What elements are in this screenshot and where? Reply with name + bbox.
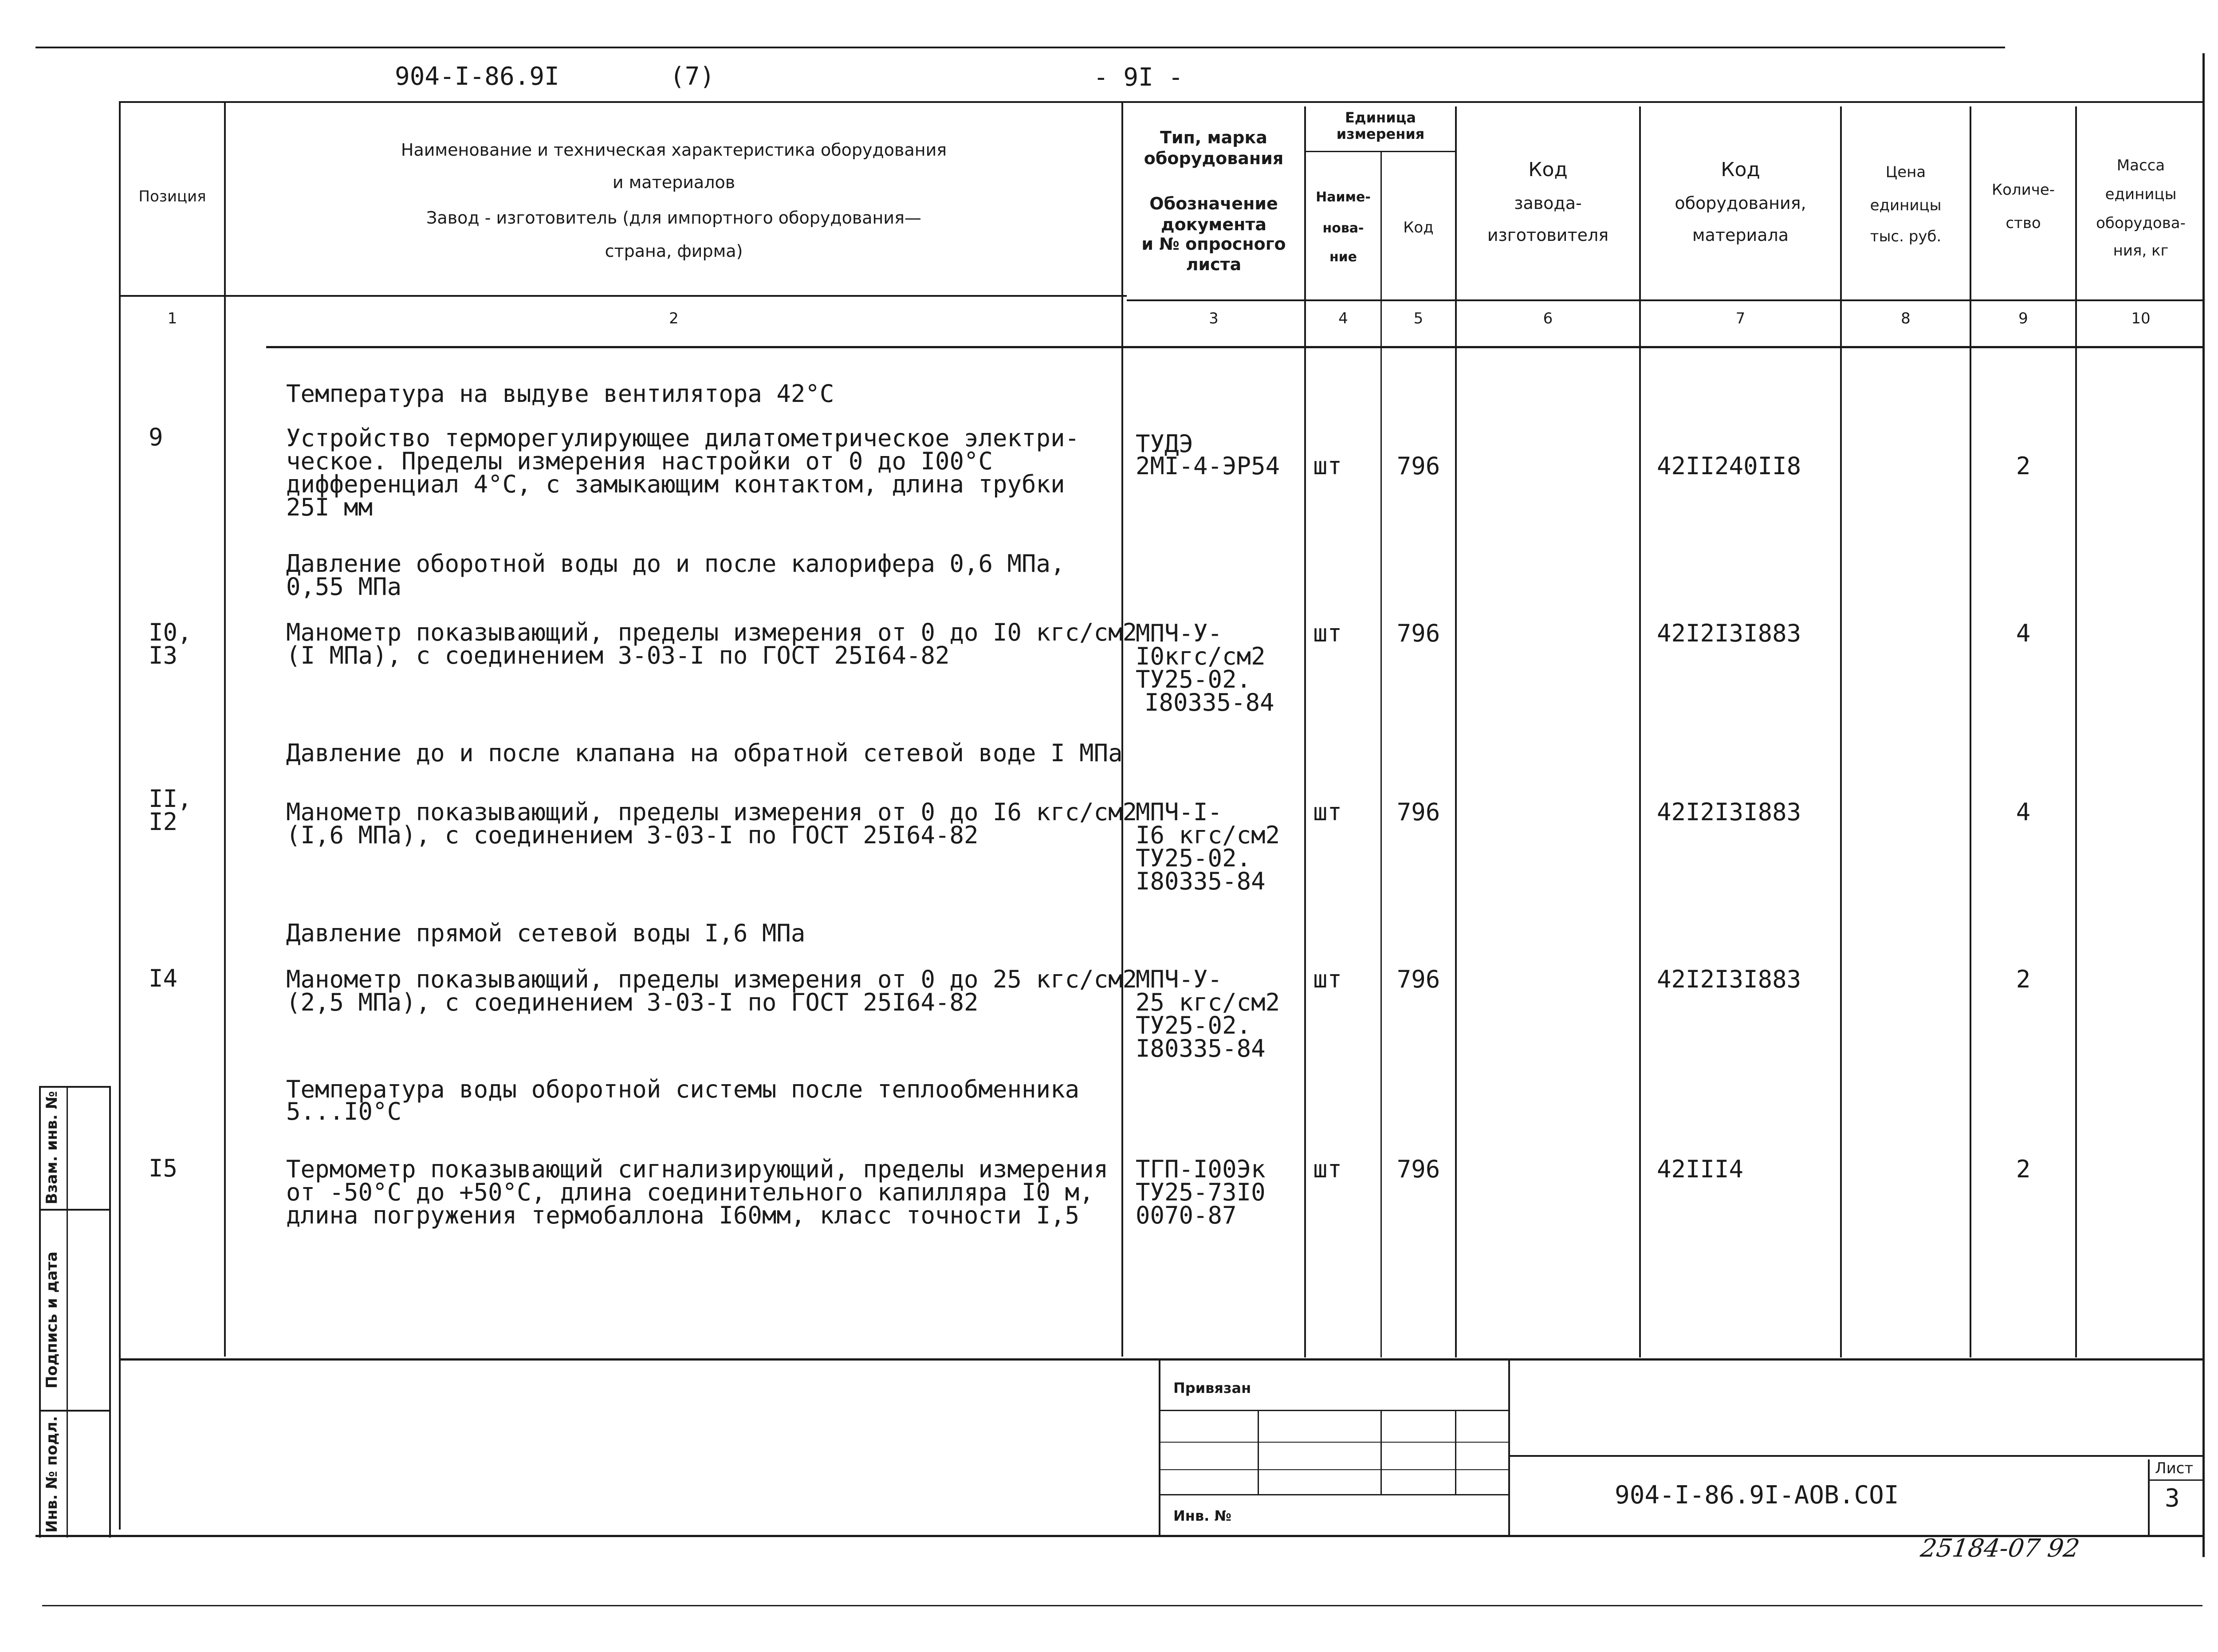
side-label-podpis-data: Подпись и дата xyxy=(43,1251,61,1388)
row-description-line: Термометр показывающий сигнализирующий, пределы измерения xyxy=(286,1155,1109,1183)
row-type-line: 2МI-4-ЭР54 xyxy=(1136,452,1280,480)
col-header-unit-name-2: нова- xyxy=(1322,220,1364,236)
row-equipment-code: 42II240II8 xyxy=(1657,452,1801,480)
row-quantity: 2 xyxy=(2016,452,2031,480)
col-number-4: 4 xyxy=(1338,310,1348,327)
col-header-type-5: и № опросного xyxy=(1141,234,1286,254)
col-header-equip-3: материала xyxy=(1692,225,1789,245)
stamp-cell-line xyxy=(1380,1411,1382,1495)
col-header-unit-1: Единица xyxy=(1345,109,1416,126)
row-description-line: ческое. Пределы измерения настройки от 0 до I00°С xyxy=(286,447,993,475)
row-position: 9 xyxy=(149,423,163,451)
stamp-sheet-label: Лист xyxy=(2155,1459,2194,1477)
col-line-3 xyxy=(1304,106,1306,1357)
row-quantity: 2 xyxy=(2016,1155,2031,1183)
col-header-unit-2: измерения xyxy=(1336,126,1425,142)
row-type-line: ТУ25-02. xyxy=(1136,844,1251,872)
row-type-line: I80335-84 xyxy=(1144,688,1274,716)
stamp-row-line xyxy=(1160,1494,1509,1495)
stamp-inv-no-label: Инв. № xyxy=(1173,1507,1231,1524)
col-header-factory-2: завода- xyxy=(1514,193,1582,213)
col-line-1 xyxy=(224,101,226,1357)
row-unit: шт xyxy=(1313,965,1342,993)
col-number-5: 5 xyxy=(1413,310,1424,327)
col-number-1: 1 xyxy=(167,310,177,327)
stamp-sheet-mid-line xyxy=(2150,1479,2203,1481)
col-number-3: 3 xyxy=(1209,310,1219,327)
col-header-price-1: Цена xyxy=(1885,163,1926,181)
table-bottom-line xyxy=(120,1358,2205,1361)
row-unit: шт xyxy=(1313,1155,1342,1183)
col-number-9: 9 xyxy=(2018,310,2028,327)
col-header-position: Позиция xyxy=(138,188,206,205)
side-box-inner-line xyxy=(67,1086,68,1538)
unit-split-line xyxy=(1305,151,1456,152)
row-unit: шт xyxy=(1313,798,1342,826)
row-position: I0, xyxy=(149,618,192,646)
col-header-unit-name-1: Наиме- xyxy=(1316,189,1371,205)
row-type-line: ТУ25-73I0 xyxy=(1136,1178,1266,1206)
col-number-6: 6 xyxy=(1543,310,1553,327)
row-description-line: 25I мм xyxy=(286,493,373,521)
stamp-row-line xyxy=(1160,1469,1509,1470)
side-box-left-line xyxy=(39,1086,41,1538)
stamp-left-line xyxy=(1159,1360,1160,1535)
col-header-qty-2: ство xyxy=(2006,214,2041,232)
stamp-document-code: 904-I-86.9I-АОВ.СОI xyxy=(1615,1481,1899,1510)
top-outer-line xyxy=(35,47,2005,48)
row-equipment-code: 42III4 xyxy=(1657,1155,1744,1183)
side-box-sep-line xyxy=(39,1410,111,1412)
section-heading: Давление прямой сетевой воды I,6 МПа xyxy=(286,919,806,947)
col-header-unit-name-3: ние xyxy=(1329,249,1357,265)
col-header-mass-2: единицы xyxy=(2105,185,2177,203)
row-type-line: I0кгс/см2 xyxy=(1136,642,1266,670)
frame-bottom-line xyxy=(35,1535,2202,1537)
header-sheet-parens: (7) xyxy=(670,62,715,91)
section-heading: 5...I0°С xyxy=(286,1097,402,1125)
row-type-line: 0070-87 xyxy=(1136,1201,1237,1229)
row-type-line: 25 кгс/см2 xyxy=(1136,988,1280,1016)
col-header-factory-1: Код xyxy=(1528,158,1568,181)
row-type-line: МПЧ-У- xyxy=(1136,619,1223,647)
frame-right-line xyxy=(2202,53,2205,1557)
col-header-name-1: Наименование и техническая характеристика оборудования xyxy=(401,140,947,160)
col-header-mass-3: оборудова- xyxy=(2096,214,2186,232)
row-type-line: МПЧ-У- xyxy=(1136,965,1223,993)
col-line-7 xyxy=(1840,106,1842,1357)
row-description-line: Устройство терморегулирующее дилатометрическое электри- xyxy=(286,424,1080,452)
stamp-sheet-left-line xyxy=(2148,1459,2150,1535)
row-description-line: (I МПа), с соединением 3-03-I по ГОСТ 25I64-82 xyxy=(286,641,950,669)
footer-archive-number: 25184-07 92 xyxy=(1919,1534,2081,1563)
stamp-mid-line xyxy=(1508,1360,1510,1535)
row-description-line: дифференциал 4°С, с замыкающим контактом, длина трубки xyxy=(286,470,1065,498)
section-heading: Температура на выдуве вентилятора 42°С xyxy=(286,380,834,408)
stamp-cell-line xyxy=(1455,1411,1456,1495)
row-unit-code: 796 xyxy=(1396,452,1440,480)
side-label-inv-podl: Инв. № подл. xyxy=(43,1416,61,1533)
row-description-line: от -50°С до +50°С, длина соединительного капилляра I0 м, xyxy=(286,1178,1094,1206)
stamp-sheet-number: 3 xyxy=(2165,1484,2180,1513)
bottom-outer-line xyxy=(42,1605,2202,1606)
row-unit-code: 796 xyxy=(1396,619,1440,647)
row-description-line: (2,5 МПа), с соединением 3-03-I по ГОСТ 25I64-82 xyxy=(286,988,979,1016)
col-number-7: 7 xyxy=(1735,310,1746,327)
header-page-number: - 9I - xyxy=(1093,63,1184,92)
col-header-name-3: Завод - изготовитель (для импортного оборудования— xyxy=(426,208,921,228)
col-header-price-3: тыс. руб. xyxy=(1870,228,1942,245)
row-description-line: Манометр показывающий, пределы измерения от 0 до 25 кгс/см2 xyxy=(286,965,1137,993)
row-position: I3 xyxy=(149,641,178,669)
col-header-type-4: документа xyxy=(1160,215,1267,234)
row-quantity: 2 xyxy=(2016,965,2031,993)
col-header-name-2: и материалов xyxy=(612,173,735,192)
frame-top-line xyxy=(120,101,2205,103)
row-equipment-code: 42I2I3I883 xyxy=(1657,619,1801,647)
header-bottom-line-right xyxy=(1127,299,2205,301)
row-quantity: 4 xyxy=(2016,619,2031,647)
row-equipment-code: 42I2I3I883 xyxy=(1657,965,1801,993)
col-header-mass-1: Масса xyxy=(2116,157,2165,174)
section-heading: Температура воды оборотной системы после теплообменника xyxy=(286,1075,1080,1103)
row-type-line: I80335-84 xyxy=(1136,1034,1266,1062)
row-unit-code: 796 xyxy=(1396,798,1440,826)
row-type-line: ТУ25-02. xyxy=(1136,1011,1251,1039)
row-position: II, xyxy=(149,785,192,813)
row-type-line: I6 кгс/см2 xyxy=(1136,821,1280,849)
col-header-mass-4: ния, кг xyxy=(2113,242,2169,260)
col-line-2 xyxy=(1121,101,1123,1357)
col-line-6 xyxy=(1639,106,1641,1357)
col-header-qty-1: Количе- xyxy=(1991,181,2055,199)
col-header-unit-code: Код xyxy=(1403,219,1434,236)
section-heading: Давление до и после клапана на обратной сетевой воде I МПа xyxy=(286,739,1123,767)
row-position: I4 xyxy=(149,964,178,992)
side-box-right-line xyxy=(109,1086,111,1538)
row-type-line: I80335-84 xyxy=(1136,867,1266,895)
row-type-line: ТГП-I00Эк xyxy=(1136,1155,1266,1183)
row-description-line: Манометр показывающий, пределы измерения от 0 до I0 кгс/см2 xyxy=(286,618,1137,646)
col-number-8: 8 xyxy=(1901,310,1911,327)
stamp-privyazan-label: Привязан xyxy=(1173,1380,1251,1396)
section-heading: 0,55 МПа xyxy=(286,573,402,601)
side-box-top-line xyxy=(39,1086,111,1088)
row-description-line: (I,6 МПа), с соединением 3-03-I по ГОСТ 25I64-82 xyxy=(286,821,979,849)
col-header-type-6: листа xyxy=(1186,255,1242,274)
col-header-equip-2: оборудования, xyxy=(1675,193,1806,213)
col-header-price-2: единицы xyxy=(1870,197,1942,214)
row-quantity: 4 xyxy=(2016,798,2031,826)
row-description-line: Манометр показывающий, пределы измерения от 0 до I6 кгс/см2 xyxy=(286,798,1137,826)
row-type-line: МПЧ-I- xyxy=(1136,798,1223,826)
section-heading: Давление оборотной воды до и после калорифера 0,6 МПа, xyxy=(286,550,1065,578)
stamp-row-line xyxy=(1160,1442,1509,1443)
row-type-line: ТУДЭ xyxy=(1136,430,1194,458)
col-numbers-bottom-line xyxy=(266,346,2205,348)
stamp-cell-line xyxy=(1258,1411,1259,1495)
row-unit: шт xyxy=(1313,452,1342,480)
col-header-type-3: Обозначение xyxy=(1149,194,1278,213)
stamp-row-line xyxy=(1160,1410,1509,1411)
col-header-type-2: оборудования xyxy=(1144,149,1284,168)
col-number-2: 2 xyxy=(669,310,679,327)
row-position: I2 xyxy=(149,808,178,836)
row-description-line: длина погружения термобаллона I60мм, класс точности I,5 xyxy=(286,1201,1080,1229)
row-unit: шт xyxy=(1313,619,1342,647)
col-number-10: 10 xyxy=(2131,310,2151,327)
col-header-type-1: Тип, марка xyxy=(1160,128,1267,147)
col-line-9 xyxy=(2075,106,2077,1357)
stamp-code-top-line xyxy=(1510,1455,2205,1457)
header-bottom-line xyxy=(120,295,1127,297)
header-doc-code: 904-I-86.9I xyxy=(395,62,559,91)
col-line-5 xyxy=(1455,106,1457,1357)
side-box-sep-line xyxy=(39,1209,111,1211)
row-type-line: ТУ25-02. xyxy=(1136,665,1251,693)
row-unit-code: 796 xyxy=(1396,965,1440,993)
side-label-vzam-inv: Взам. инв. № xyxy=(43,1091,61,1204)
row-position: I5 xyxy=(149,1154,178,1182)
col-header-factory-3: изготовителя xyxy=(1487,225,1609,245)
row-equipment-code: 42I2I3I883 xyxy=(1657,798,1801,826)
row-unit-code: 796 xyxy=(1396,1155,1440,1183)
col-header-equip-1: Код xyxy=(1721,158,1760,181)
col-header-name-4: страна, фирма) xyxy=(605,241,743,261)
